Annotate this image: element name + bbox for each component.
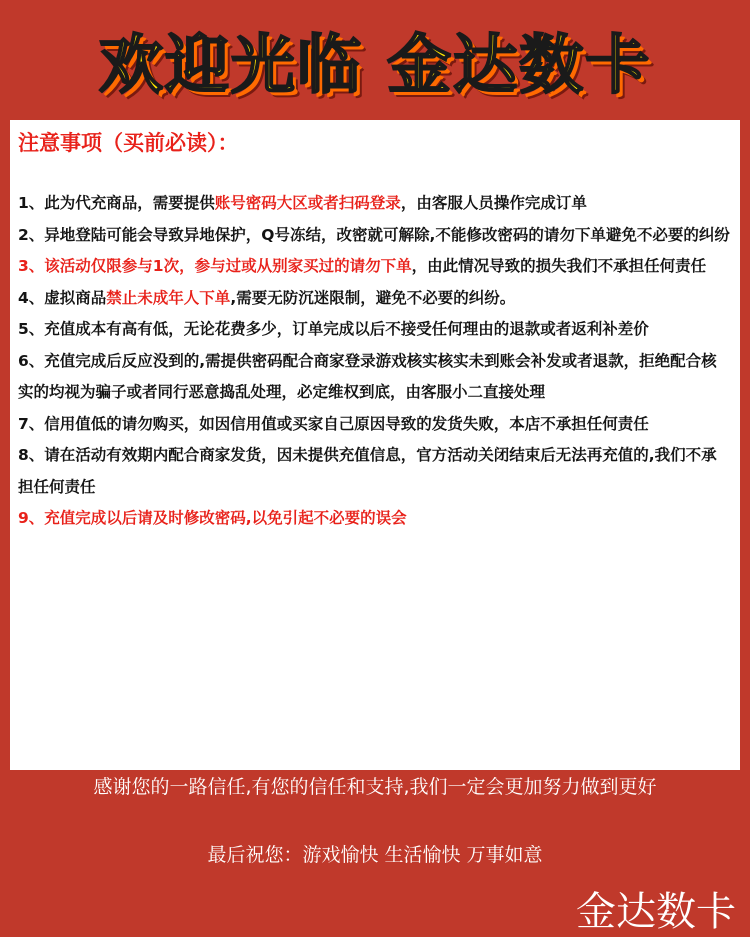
rule-item — [18, 503, 732, 535]
store-signature: 金达数卡 — [576, 889, 736, 935]
rule-text: 4、虚拟商品 — [18, 288, 107, 307]
notice-title: 注意事项（买前必读）： — [18, 131, 239, 155]
rules-list — [18, 188, 732, 535]
rule-text: 8、请在活动有效期内配合商家发货，因未提供充值信息，官方活动关闭结束后无法再充值的,我们不承担任何责任 — [18, 446, 717, 496]
rule-item — [18, 409, 732, 441]
rule-text: ，由客服人员操作完成订单 — [400, 194, 587, 212]
rule-item — [18, 220, 732, 252]
rule-highlight: 3、该活动仅限参与1次，参与过或从别家买过的请勿下单 — [18, 257, 412, 275]
rule-item — [18, 283, 732, 315]
rule-item — [18, 440, 732, 503]
wishes-message: 最后祝您：游戏愉快 生活愉快 万事如意 — [207, 844, 543, 866]
rule-text: ，由此情况导致的损失我们不承担任何责任 — [411, 257, 707, 275]
rule-highlight: 禁止未成年人下单 — [106, 288, 231, 307]
rule-item — [18, 188, 732, 220]
rule-highlight: 账号密码大区或者扫码登录 — [214, 194, 401, 212]
banner-title: 欢迎光临 金达数卡 — [98, 29, 652, 103]
rule-text: 2、异地登陆可能会导致异地保护，Q号冻结，改密就可解除,不能修改密码的请勿下单避免不必要的纠纷 — [18, 225, 730, 244]
rule-text: 6、充值完成后反应没到的,需提供密码配合商家登录游戏核实核实未到账会补发或者退款，拒绝配合核实的均视为骗子或者同行恶意捣乱处理，必定维权到底，由客服小二直接处理 — [18, 351, 717, 401]
notice-panel — [10, 120, 740, 770]
thanks-message: 感谢您的一路信任,有您的信任和支持,我们一定会更加努力做到更好 — [93, 776, 657, 798]
rule-highlight: 9、充值完成以后请及时修改密码,以免引起不必要的误会 — [18, 509, 407, 527]
rule-text: ,需要无防沉迷限制，避免不必要的纠纷。 — [230, 288, 516, 307]
welcome-banner — [0, 0, 750, 120]
rule-item — [18, 251, 732, 283]
rule-text: 5、充值成本有高有低，无论花费多少，订单完成以后不接受任何理由的退款或者返利补差价 — [18, 320, 649, 338]
rule-text: 1、此为代充商品，需要提供 — [18, 194, 215, 212]
rule-item — [18, 346, 732, 409]
rule-text: 7、信用值低的请勿购买，如因信用值或买家自己原因导致的发货失败，本店不承担任何责任 — [18, 414, 649, 433]
rule-item — [18, 314, 732, 346]
